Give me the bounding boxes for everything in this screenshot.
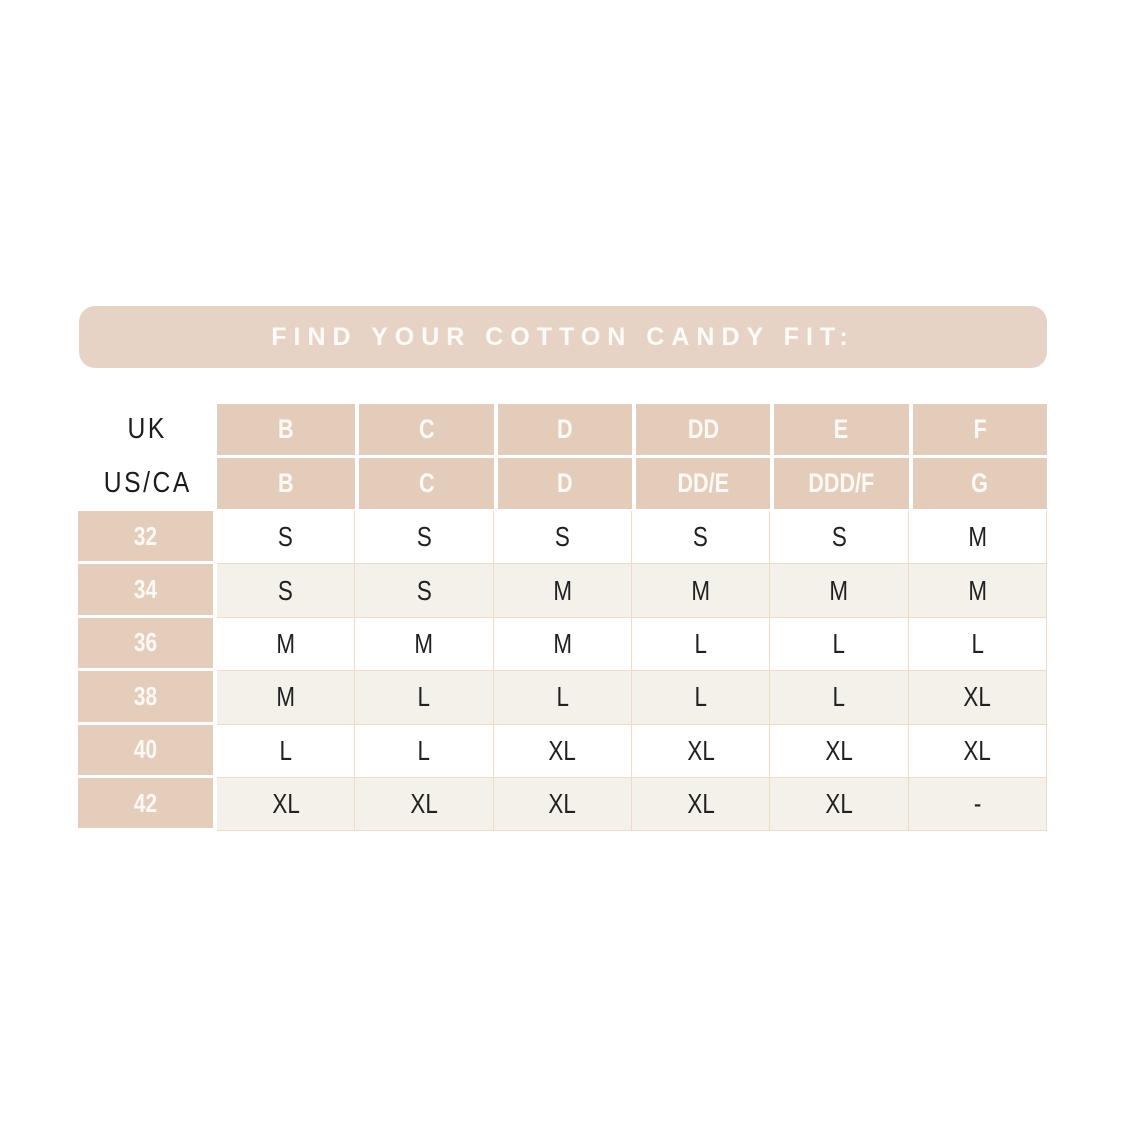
band-size-label: 32 [78, 511, 217, 564]
size-value-cell: S [355, 564, 493, 617]
band-size-label: 38 [78, 671, 217, 724]
band-size-label: 36 [78, 618, 217, 671]
cup-size-cell: DD/E [632, 458, 770, 509]
size-chart-table [78, 404, 1047, 831]
size-value-cell: L [632, 618, 770, 671]
size-value-cell: XL [494, 778, 632, 831]
size-value-cell: S [217, 564, 355, 617]
cup-size-cell: F [909, 404, 1047, 455]
size-value-cell: L [909, 618, 1047, 671]
size-value-cell: M [355, 618, 493, 671]
size-value-cell: S [632, 511, 770, 564]
size-value-cell: M [494, 564, 632, 617]
size-value-cell: XL [632, 778, 770, 831]
size-value-cell: M [909, 564, 1047, 617]
size-value-cell: XL [355, 778, 493, 831]
size-value-cell: M [909, 511, 1047, 564]
size-value-cell: M [217, 618, 355, 671]
cup-size-cell: G [909, 458, 1047, 509]
cup-size-cell: C [355, 404, 493, 455]
size-value-cell: L [494, 671, 632, 724]
size-value-cell: S [217, 511, 355, 564]
size-value-cell: XL [909, 725, 1047, 778]
size-value-cell: XL [217, 778, 355, 831]
cup-size-cell: DDD/F [770, 458, 908, 509]
region-label-usca: US/CA [103, 467, 192, 499]
page-title: FIND YOUR COTTON CANDY FIT: [271, 322, 855, 351]
size-value-cell: L [355, 671, 493, 724]
cup-size-header [78, 404, 1047, 509]
size-value-cell: L [770, 618, 908, 671]
band-size-label: 42 [78, 778, 217, 831]
size-value-cell: M [217, 671, 355, 724]
size-value-cell: L [632, 671, 770, 724]
band-size-body [78, 511, 1047, 831]
cup-size-cell: B [217, 404, 355, 455]
size-value-cell: XL [770, 778, 908, 831]
size-value-cell: S [770, 511, 908, 564]
cup-size-cell: D [494, 404, 632, 455]
size-value-cell: S [494, 511, 632, 564]
cup-size-cell: E [770, 404, 908, 455]
size-value-cell: - [909, 778, 1047, 831]
size-value-cell: M [494, 618, 632, 671]
band-size-label: 34 [78, 564, 217, 617]
size-value-cell: S [355, 511, 493, 564]
size-value-cell: L [770, 671, 908, 724]
size-value-cell: XL [770, 725, 908, 778]
band-size-label: 40 [78, 725, 217, 778]
size-value-cell: L [217, 725, 355, 778]
size-value-cell: XL [494, 725, 632, 778]
size-value-cell: M [770, 564, 908, 617]
cup-size-cell: D [494, 458, 632, 509]
cup-size-cell: B [217, 458, 355, 509]
title-banner [79, 306, 1047, 368]
size-value-cell: XL [909, 671, 1047, 724]
region-label-uk: UK [127, 413, 168, 445]
cup-size-cell: C [355, 458, 493, 509]
size-value-cell: XL [632, 725, 770, 778]
size-value-cell: M [632, 564, 770, 617]
size-value-cell: L [355, 725, 493, 778]
cup-size-cell: DD [632, 404, 770, 455]
